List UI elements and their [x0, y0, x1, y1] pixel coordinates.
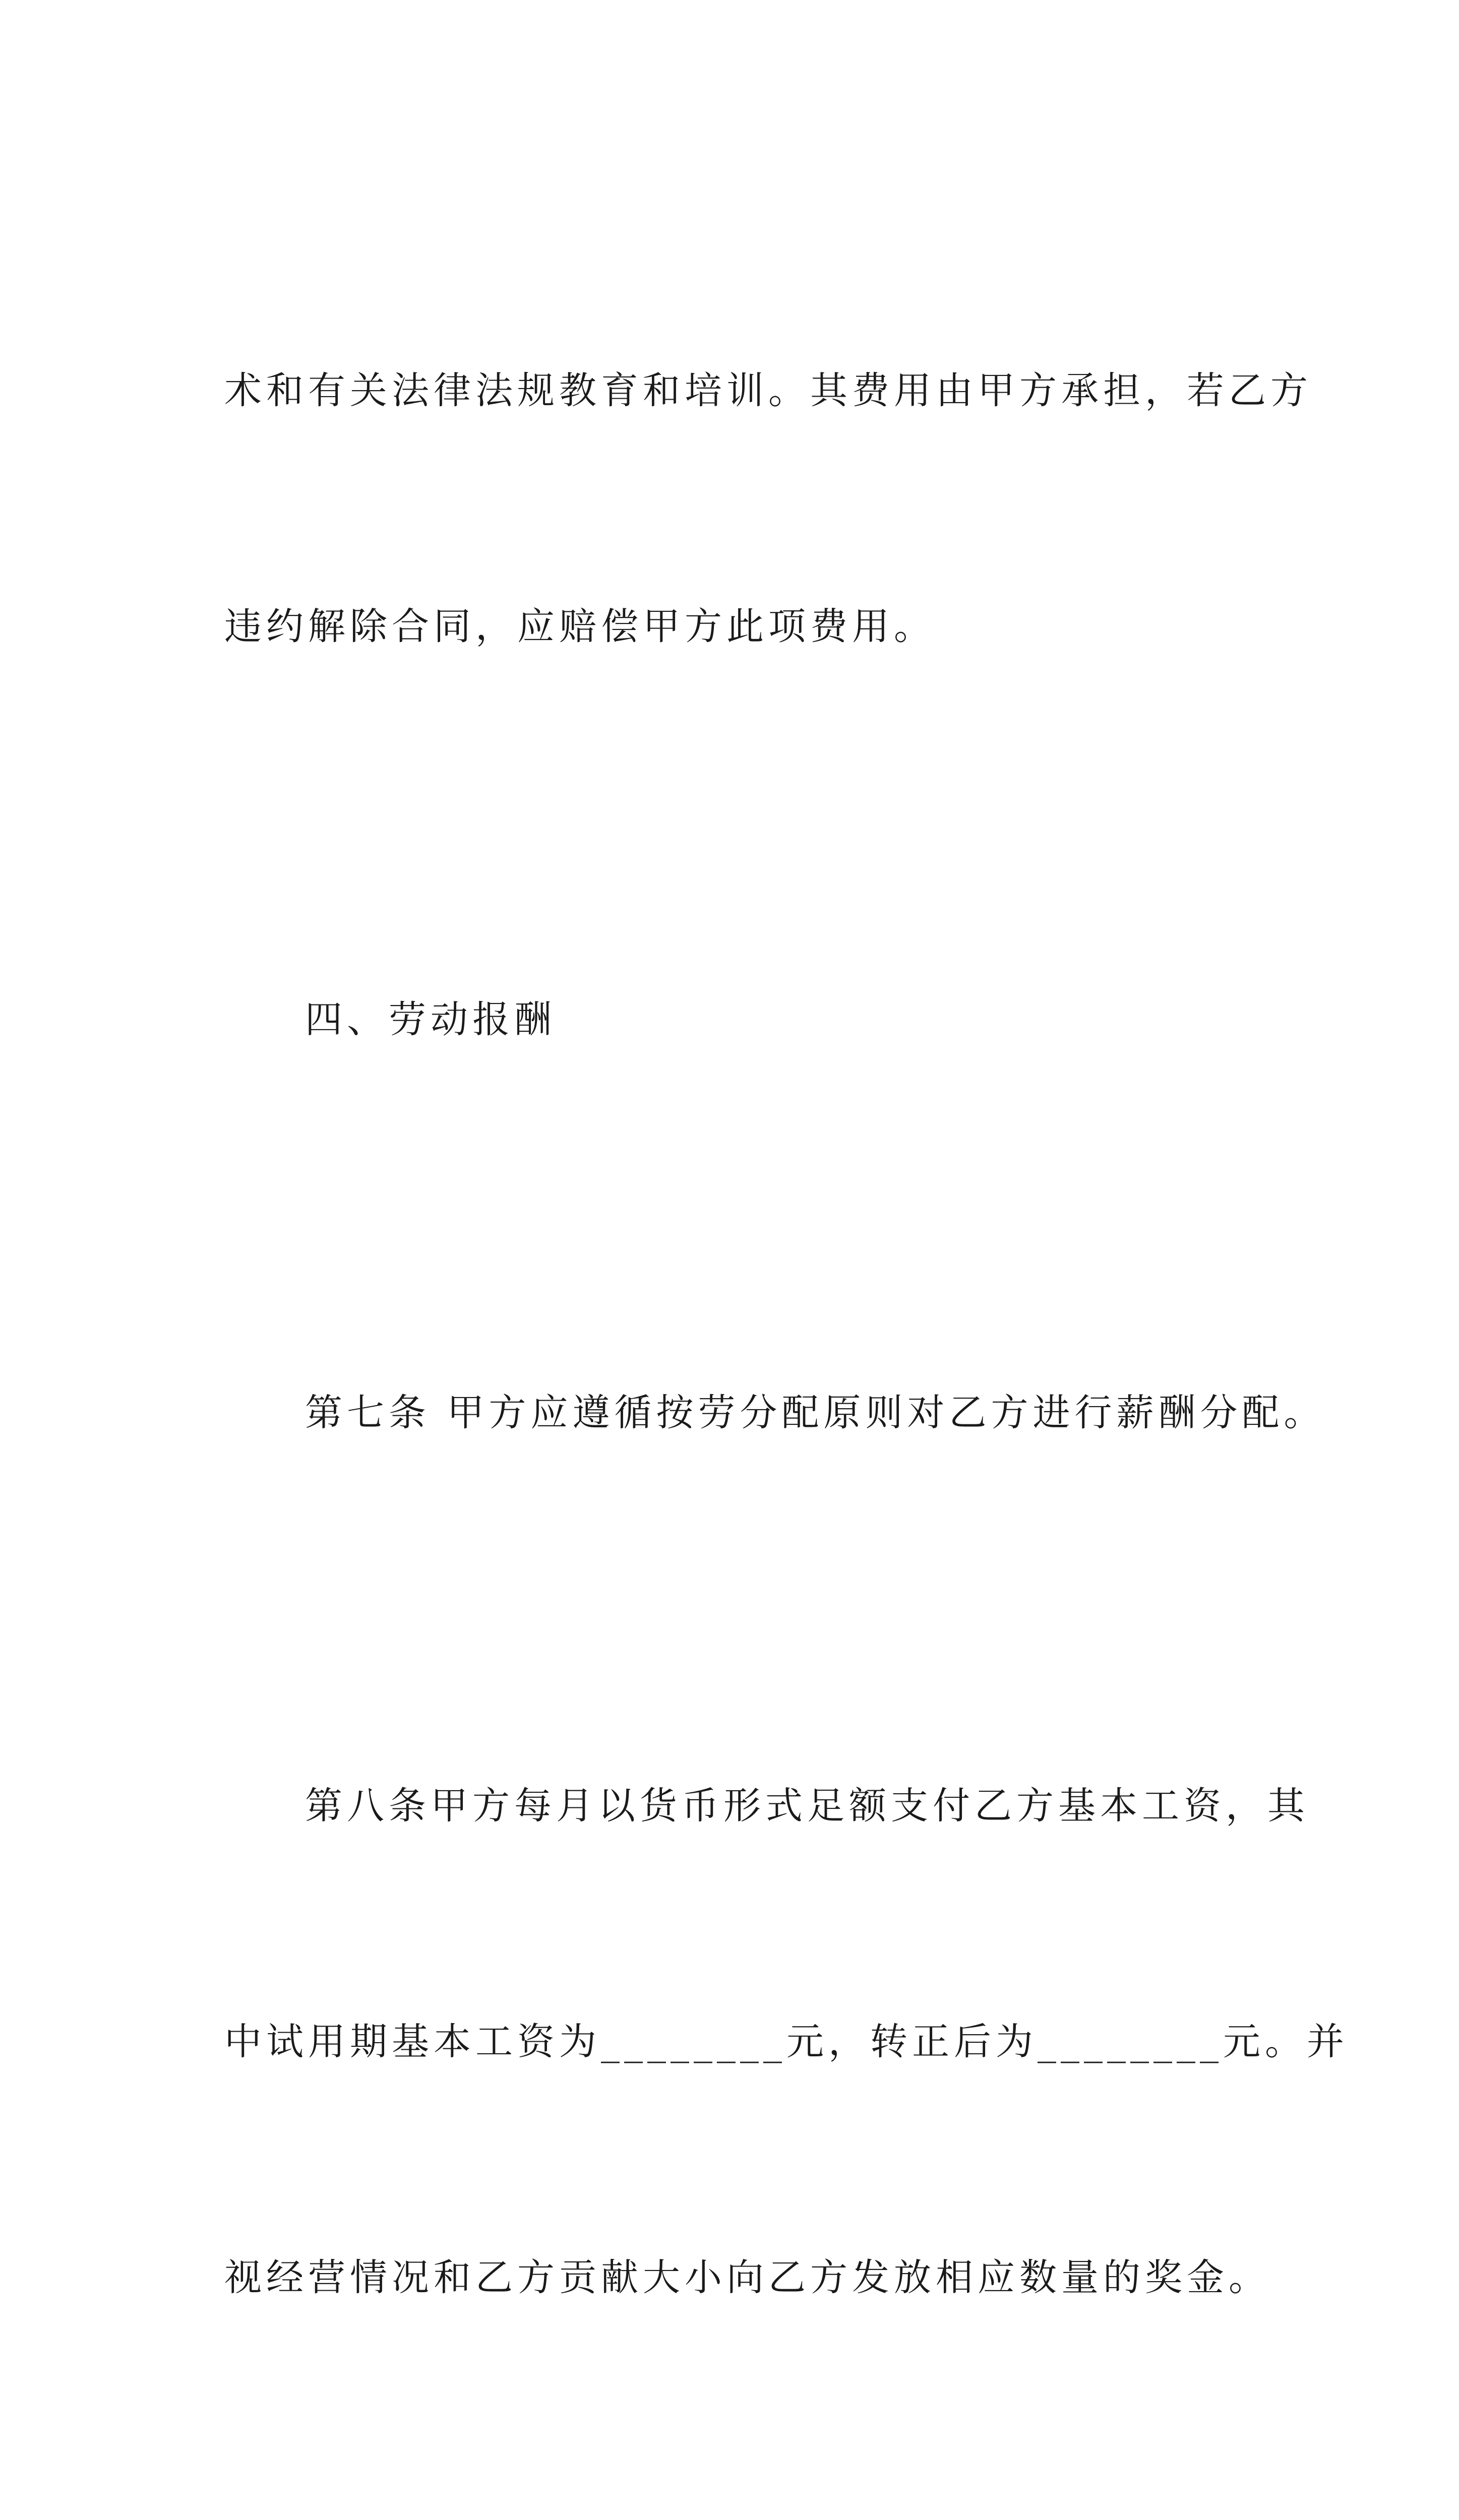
paragraph-continuation	[224, 194, 1312, 823]
section-heading-remuneration	[224, 823, 1248, 1216]
text-line: 违约解除合同，应赔偿甲方此项费用。	[224, 605, 936, 648]
article-8	[224, 1609, 1349, 2474]
document-body	[224, 194, 1349, 2520]
text-line: 视经营情况和乙方贡献大小向乙方发放相应数量的奖金。	[224, 2256, 1270, 2299]
article-9	[224, 2474, 1248, 2520]
text-line: 第七条 甲方应遵循按劳分配原则对乙方进行薪酬分配。	[305, 1391, 1326, 1434]
text-line: 第八条甲方每月以货币形式足额支付乙方基本工资，其	[305, 1784, 1309, 1828]
text-line: 中试用期基本工资为________元，转正后为________元。并	[224, 2020, 1349, 2063]
text-line: 术和有关法律法规教育和培训。其费用由甲方承担，若乙方	[224, 369, 1312, 412]
text-line: 四、劳动报酬	[305, 998, 556, 1041]
article-7	[224, 1216, 1326, 1609]
